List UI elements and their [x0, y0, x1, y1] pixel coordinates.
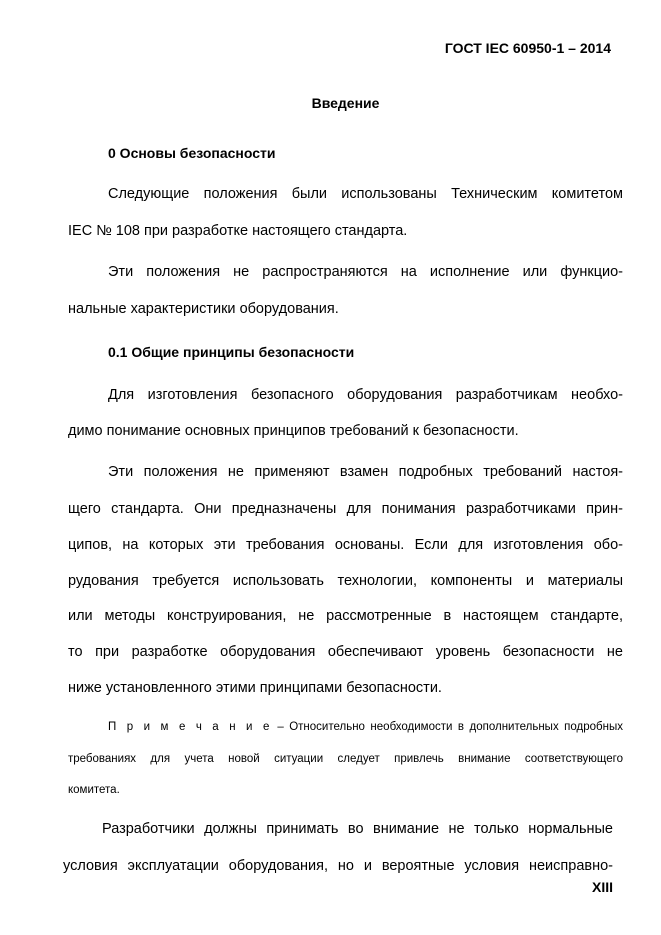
paragraph-line: Разработчики должны принимать во внимание не только нормальные — [102, 821, 613, 837]
paragraph-line: то при разработке оборудования обеспечивают уровень безопасности не — [68, 644, 623, 660]
note-line — [108, 718, 623, 736]
paragraph-line: Эти положения не применяют взамен подробных требований настоя- — [108, 464, 623, 480]
page-number: XIII — [591, 879, 613, 895]
paragraph-line: Следующие положения были использованы Техническим комитетом — [108, 186, 623, 202]
paragraph-line: Для изготовления безопасного оборудования разработчикам необхо- — [108, 387, 623, 403]
paragraph-line: ниже установленного этими принципами безопасности. — [68, 680, 442, 696]
paragraph-line: рудования требуется использовать технологии, компоненты и материалы — [68, 573, 623, 589]
note-line: требованиях для учета новой ситуации следует привлечь внимание соответствующего — [68, 753, 623, 765]
paragraph-line: условия эксплуатации оборудования, но и вероятные условия неисправно- — [63, 858, 613, 874]
page-title: Введение — [311, 95, 380, 111]
note-line: комитета. — [68, 784, 120, 796]
section-heading-0: 0 Основы безопасности — [108, 145, 276, 161]
paragraph-line: нальные характеристики оборудования. — [68, 301, 339, 317]
note-text: – Относительно необходимости в дополнительных подробных — [271, 721, 624, 733]
paragraph-line: Эти положения не распространяются на исполнение или функцио- — [108, 264, 623, 280]
paragraph-line: или методы конструирования, не рассмотренные в настоящем стандарте, — [68, 608, 623, 624]
paragraph-line: ципов, на которых эти требования основаны. Если для изготовления обо- — [68, 537, 623, 553]
paragraph-line: димо понимание основных принципов требований к безопасности. — [68, 423, 519, 439]
note-label: П р и м е ч а н и е — [108, 721, 272, 733]
paragraph-line: IEC № 108 при разработке настоящего стандарта. — [68, 223, 408, 239]
section-heading-0-1: 0.1 Общие принципы безопасности — [108, 344, 355, 360]
document-header: ГОСТ IEC 60950-1 – 2014 — [444, 40, 611, 56]
paragraph-line: щего стандарта. Они предназначены для понимания разработчиками прин- — [68, 501, 623, 517]
